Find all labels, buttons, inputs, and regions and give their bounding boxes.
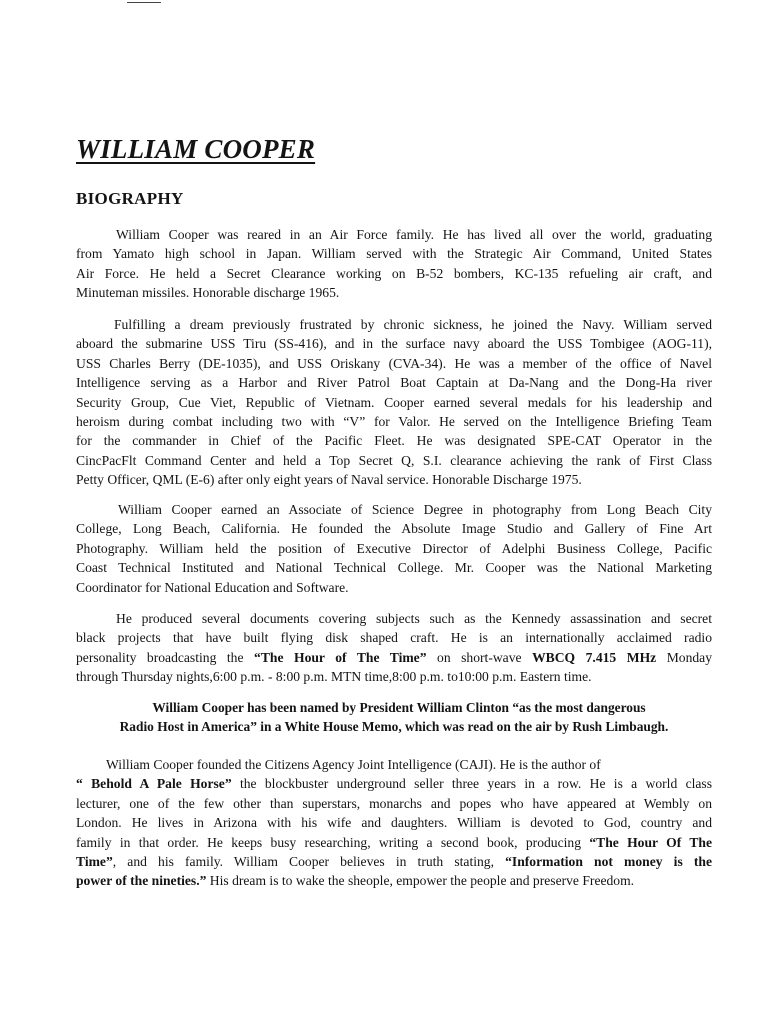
text-line: Photography. William held the position of Executive Director of Adelphi Business College, Pacific [76, 540, 712, 556]
text-line: William Cooper was reared in an Air Force family. He has lived all over the world, graduating [116, 227, 712, 242]
text-line: College, Long Beach, California. He founded the Absolute Image Studio and Gallery of Fine Art [76, 521, 712, 537]
text-line: Minuteman missiles. Honorable discharge 1965. [76, 285, 340, 301]
text-line: black projects that have built flying disk shaped craft. He is an internationally acclaimed radio [76, 630, 712, 646]
paragraph-clinton-quote [76, 698, 712, 737]
text-line: Fulfilling a dream previously frustrated by chronic sickness, he joined the Navy. William served [114, 317, 712, 332]
text-line: Coast Technical Instituted and National Technical College. Mr. Cooper was the National Marketing [76, 560, 712, 576]
text-run: the blockbuster underground seller three years in a row. He is a world class [231, 776, 712, 792]
text-line [76, 833, 712, 852]
paragraph-education [76, 500, 712, 597]
quote: power of the nineties.” [76, 873, 207, 889]
text-run: , and his family. William Cooper believes in truth stating, [112, 854, 506, 870]
book-title: “ Behold A Pale Horse” [76, 776, 232, 792]
text-line: Petty Officer, QML (E-6) after only eight years of Naval service. Honorable Discharge 1975. [76, 472, 582, 488]
text-line: CincPacFlt Command Center and held a Top Secret Q, S.I. clearance achieving the rank of First Class [76, 452, 712, 468]
show-title: “The Hour of The Time” [254, 649, 427, 665]
station-frequency: WBCQ 7.415 MHz [532, 649, 657, 665]
text-line: Intelligence serving as a Harbor and River Patrol Boat Captain at Da-Nang and the Dong-Ha river [76, 375, 712, 391]
text-run: personality broadcasting the [76, 649, 255, 665]
paragraph-early-life [76, 225, 712, 303]
show-title: Time” [76, 854, 113, 870]
text-line: for the commander in Chief of the Pacific Fleet. He was designated SPE-CAT Operator in the [76, 433, 712, 449]
paragraph-navy [76, 315, 712, 490]
text-line [76, 871, 712, 890]
section-heading: BIOGRAPHY [76, 189, 184, 208]
text-run: Monday [656, 649, 712, 665]
text-run: on short-wave [426, 649, 533, 665]
paragraph-radio [76, 609, 712, 687]
text-line: aboard the submarine USS Tiru (SS-416), and in the surface navy aboard the USS Tombigee (AOG-11), [76, 336, 712, 352]
text-line: William Cooper has been named by President William Clinton “as the most dangerous [152, 700, 646, 715]
text-line: lecturer, one of the few other than superstars, monarchs and popes who have appeared at Wembly on [76, 795, 712, 811]
show-title: “The Hour Of The [589, 834, 713, 850]
text-line: Coordinator for National Education and Software. [76, 579, 349, 595]
text-line: Radio Host in America” in a White House Memo, which was read on the air by Rush Limbaugh. [119, 719, 669, 735]
text-run: His dream is to wake the sheople, empower the people and preserve Freedom. [206, 873, 635, 889]
text-line: heroism during combat including two with “V” for Valor. He served on the Intelligence Briefing Team [76, 414, 712, 430]
text-run: family in that order. He keeps busy researching, writing a second book, producing [76, 834, 590, 850]
text-line: London. He lives in Arizona with his wife and daughters. William is devoted to God, country and [76, 815, 712, 831]
text-line [76, 774, 712, 793]
text-line: William Cooper earned an Associate of Science Degree in photography from Long Beach City [118, 502, 712, 517]
text-line: Security Group, Cue Viet, Republic of Vietnam. Cooper earned several medals for his leadership and [76, 394, 712, 410]
text-line: USS Charles Berry (DE-1035), and USS Oriskany (CVA-34). He was a member of the office of Navel [76, 355, 712, 371]
paragraph-author [76, 755, 712, 891]
page-title: WILLIAM COOPER [76, 134, 316, 164]
text-line [76, 852, 712, 871]
text-line: William Cooper founded the Citizens Agency Joint Intelligence (CAJI). He is the author of [106, 757, 601, 772]
text-line: through Thursday nights,6:00 p.m. - 8:00 p.m. MTN time,8:00 p.m. to10:00 p.m. Eastern time. [76, 669, 592, 685]
text-line [76, 648, 712, 667]
text-line: from Yamato high school in Japan. William served with the Strategic Air Command, United States [76, 246, 712, 262]
text-line: Air Force. He held a Secret Clearance working on B-52 bombers, KC-135 refueling air craft, and [76, 265, 712, 281]
text-line: He produced several documents covering subjects such as the Kennedy assassination and secret [116, 611, 712, 626]
scan-mark [127, 2, 161, 7]
quote: “Information not money is the [505, 854, 712, 870]
